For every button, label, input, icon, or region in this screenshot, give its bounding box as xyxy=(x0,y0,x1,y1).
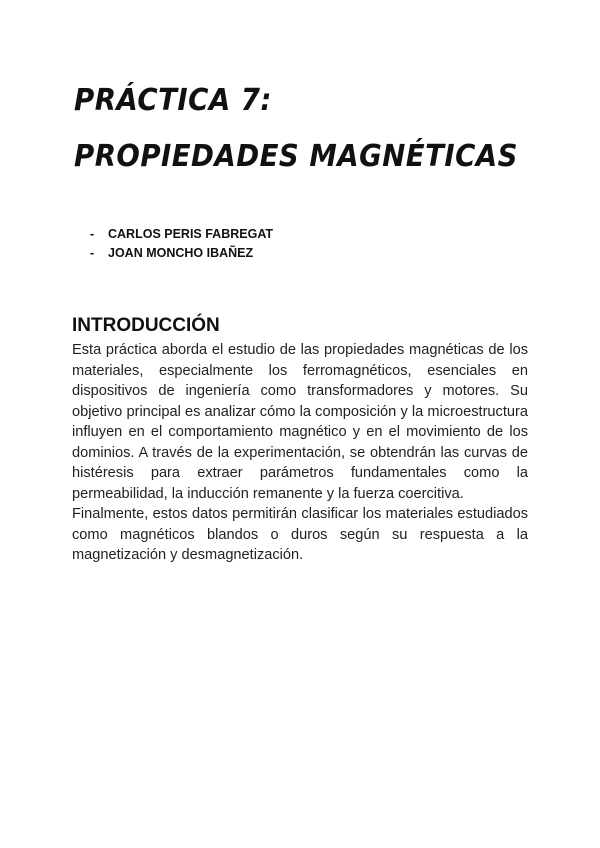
introduction-paragraph-2: Finalmente, estos datos permitirán clasificar los materiales estudiados como magnéticos blandos o duros según su respuesta a la magnetización y desmagnetización. xyxy=(72,506,528,563)
title-line-1: PRÁCTICA 7: xyxy=(74,83,272,118)
list-bullet: - xyxy=(90,246,95,260)
section-heading-introduction: INTRODUCCIÓN xyxy=(72,315,220,336)
author-name: CARLOS PERIS FABREGAT xyxy=(108,227,274,241)
introduction-paragraph-1: Esta práctica aborda el estudio de las propiedades magnéticas de los materiales, especialmente los ferromagnéticos, esenciales en dispositivos de ingeniería como transformadores y motores. Su objetivo principal es analizar cómo la composición y la microestructura influyen en el comportamiento magnético y en el movimiento de los dominios. A través de la experimentación, se obtendrán las curvas de histéresis para extraer parámetros fundamentales como la permeabilidad, la inducción remanente y la fuerza coercitiva. xyxy=(72,342,528,502)
introduction-body xyxy=(72,340,528,566)
author-item xyxy=(90,225,273,244)
author-item xyxy=(90,244,273,263)
author-name: JOAN MONCHO IBAÑEZ xyxy=(108,246,254,260)
list-bullet: - xyxy=(90,227,95,241)
author-list xyxy=(90,225,273,263)
title-line-2: PROPIEDADES MAGNÉTICAS xyxy=(74,139,518,174)
